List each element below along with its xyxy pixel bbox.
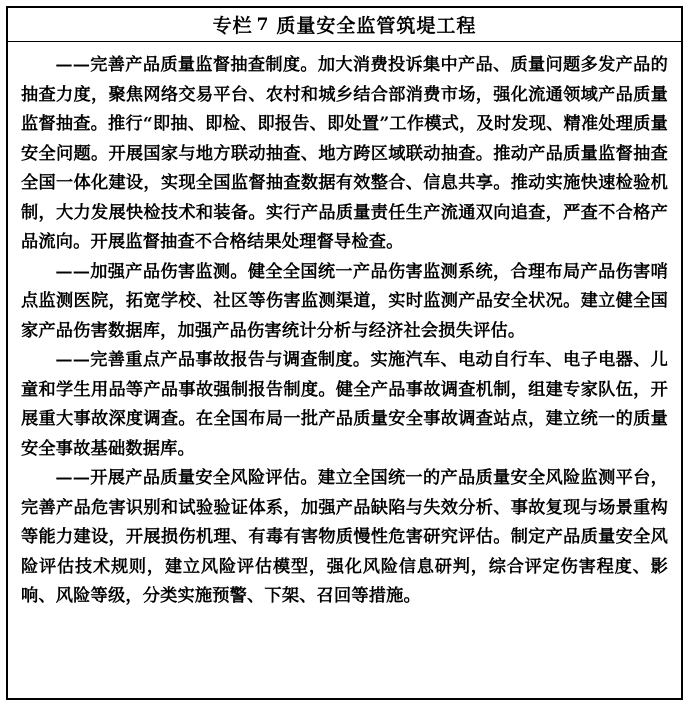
box-header-title: 质量安全监管筑堤工程 [276,15,477,37]
column-box [6,6,683,700]
box-body [8,42,681,612]
paragraph: ——完善产品质量监督抽查制度。加大消费投诉集中产品、质量问题多发产品的抽查力度，聚焦网络交易平台、农村和城乡结合部消费市场，强化流通领域产品质量监督抽查。推行“即抽、即检、即报告、即处置”工作模式，及时发现、精准处理质量安全问题。开展国家与地方联动抽查、地方跨区域联动抽查。推动产品质量监督抽查全国一体化建设，实现全国监督抽查数据有效整合、信息共享。推动实施快速检验机制，大力发展快检技术和装备。实行产品质量责任生产流通双向追查，严查不合格产品流向。开展监督抽查不合格结果处理督导检查。 [21,55,668,252]
box-header [8,8,681,42]
paragraph: ——完善重点产品事故报告与调查制度。实施汽车、电动自行车、电子电器、儿童和学生用品等产品事故强制报告制度。健全产品事故调查机制，组建专家队伍，开展重大事故深度调查。在全国布局一批产品质量安全事故调查站点，建立统一的质量安全事故基础数据库。 [21,350,668,459]
box-header-label: 专栏 [212,15,253,37]
paragraph: ——加强产品伤害监测。健全全国统一产品伤害监测系统，合理布局产品伤害哨点监测医院，拓宽学校、社区等伤害监测渠道，实时监测产品安全状况。建立健全国家产品伤害数据库，加强产品伤害统计分析与经济社会损失评估。 [21,261,668,341]
paragraph: ——开展产品质量安全风险评估。建立全国统一的产品质量安全风险监测平台，完善产品危害识别和试验验证体系，加强产品缺陷与失效分析、事故复现与场景重构等能力建设，开展损伤机理、有毒有害物质慢性危害研究评估。制定产品质量安全风险评估技术规则，建立风险评估模型，强化风险信息研判，综合评定伤害程度、影响、风险等级，分类实施预警、下架、召回等措施。 [21,468,668,606]
box-header-number: 7 [256,14,269,35]
